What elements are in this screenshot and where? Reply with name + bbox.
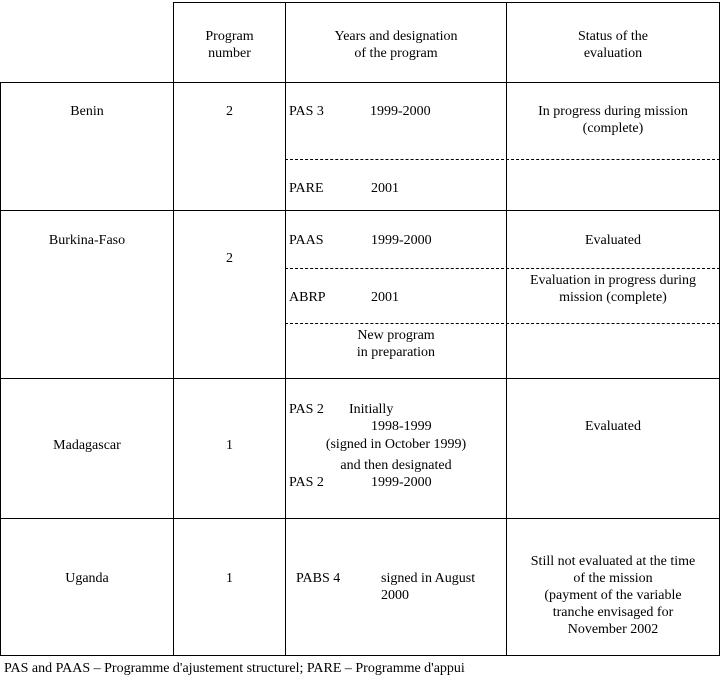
table-top-border xyxy=(173,2,720,3)
evaluation-status: Evaluated xyxy=(585,233,641,248)
program-number: 1 xyxy=(226,438,233,453)
program-years: 2001 xyxy=(371,181,399,196)
evaluation-status: Still not evaluated at the time of the mission (payment of the variable tranche envisaged for November 2002 xyxy=(530,554,696,637)
column-divider xyxy=(173,2,174,656)
row-divider xyxy=(0,518,720,519)
program-name: PAS 3 xyxy=(289,104,324,119)
country-burkina-faso: Burkina-Faso xyxy=(48,233,126,248)
row-divider xyxy=(0,210,720,211)
program-name: PARE xyxy=(289,181,324,196)
country-benin: Benin xyxy=(70,104,104,119)
program-years: 1999-2000 xyxy=(371,233,432,248)
burkina-divider xyxy=(285,323,720,324)
program-name: PAS 2 xyxy=(289,402,324,417)
program-note: Initially xyxy=(349,402,394,417)
burkina-divider xyxy=(285,268,720,269)
country-uganda: Uganda xyxy=(65,571,109,586)
evaluation-status: In progress during mission (complete) xyxy=(538,104,688,136)
program-years: 1999-2000 xyxy=(371,475,432,490)
country-madagascar: Madagascar xyxy=(53,438,121,453)
program-years: 2001 xyxy=(371,290,399,305)
program-name: PAS 2 xyxy=(289,475,324,490)
program-years: 1998-1999 xyxy=(371,419,432,434)
header-bottom-border xyxy=(0,82,720,83)
benin-divider xyxy=(285,159,720,160)
header-program-number: Program number xyxy=(205,29,254,61)
row-divider xyxy=(0,378,720,379)
program-number: 1 xyxy=(226,571,233,586)
footnote-text: PAS and PAAS – Programme d'ajustement structurel; PARE – Programme d'appui xyxy=(4,661,465,676)
program-number: 2 xyxy=(226,251,233,266)
evaluation-status: Evaluated xyxy=(585,419,641,434)
new-program-note: New program in preparation xyxy=(356,328,436,360)
program-name: PABS 4 xyxy=(296,571,341,586)
program-years: 1999-2000 xyxy=(370,104,431,119)
program-signed: signed in August 2000 xyxy=(381,571,476,603)
table-bottom-border xyxy=(0,655,720,656)
evaluation-status: Evaluation in progress during mission (complete) xyxy=(529,273,697,305)
header-status: Status of the evaluation xyxy=(578,29,648,61)
program-note: (signed in October 1999) xyxy=(325,437,467,452)
program-name: ABRP xyxy=(289,290,326,305)
program-number: 2 xyxy=(226,104,233,119)
header-years-designation: Years and designation of the program xyxy=(334,29,458,61)
program-note: and then designated xyxy=(340,458,452,473)
program-name: PAAS xyxy=(289,233,324,248)
